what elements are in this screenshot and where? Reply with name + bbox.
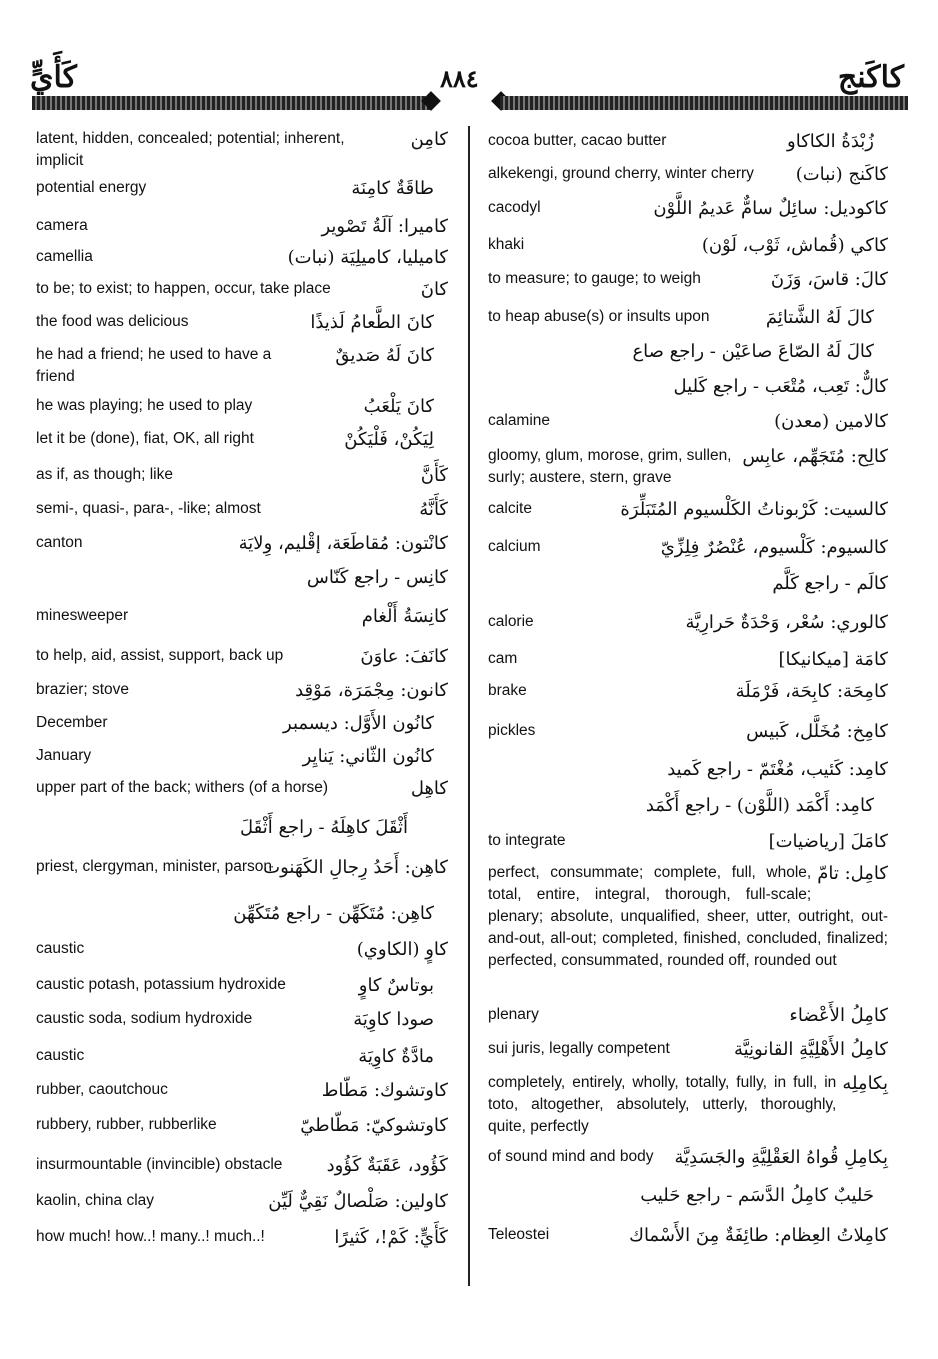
entry-arabic: كالٌّ: تَعِب، مُتْعَب - راجع كَليل — [673, 376, 888, 397]
entry-arabic: كامِخ: مُخَلَّل، كَبيس — [746, 721, 888, 742]
entry-english: kaolin, china clay — [36, 1192, 155, 1209]
entry-english: Teleostei — [488, 1226, 550, 1243]
entry-english: January — [36, 747, 92, 764]
entry-arabic: كامِد: كَئيب، مُغْتَمّ - راجع كَميد — [667, 759, 888, 780]
entry-arabic: أَثْقَلَ كاهِلَهُ - راجع أَثْقَلَ — [239, 817, 408, 838]
entry-arabic: لِيَكُنْ، فَلْيَكُنْ — [344, 429, 434, 450]
entry-arabic: كانَ لَهُ صَديقٌ — [335, 345, 434, 366]
entry-english: semi-, quasi-, para-, -like; almost — [36, 500, 261, 517]
entry-english: December — [36, 714, 108, 731]
page-number: ٨٨٤ — [440, 64, 479, 93]
column-divider — [468, 126, 470, 1286]
entry-arabic: كانِس - راجع كَنّاس — [306, 567, 448, 588]
entry-arabic: كَأَنَّهُ — [419, 499, 448, 520]
entry-arabic: كالِح: مُتَجَهِّم، عابِس — [742, 446, 888, 467]
entry-english: khaki — [488, 236, 525, 253]
entry-arabic: كاكي (قُماش، ثَوْب، لَوْن) — [701, 235, 888, 256]
entry-arabic: حَليبٌ كامِلُ الدَّسَم - راجع حَليب — [640, 1185, 874, 1206]
entry-english: calamine — [488, 412, 551, 429]
entry-arabic: زُبْدَةُ الكاكاو — [787, 131, 874, 152]
entry-english: calcium — [488, 538, 541, 555]
header-rule-right — [500, 96, 908, 110]
entry-english: perfect, consummate; complete, full, whole, total, entire, integral, thorough, full-scale; plenary; absolute, unqualified, sheer, utter, outright, out-and-out, all-out; completed, finished, concluded, finalized; perfected, consummated, rounded off, rounded out — [488, 864, 888, 969]
entry-arabic: مادَّةٌ كاوِيَة — [358, 1046, 434, 1067]
entry-english: rubbery, rubber, rubberlike — [36, 1116, 217, 1133]
entry-english: the food was delicious — [36, 313, 189, 330]
entry-english: he had a friend; he used to have a friend — [36, 346, 272, 385]
entry-arabic: بوتاسٌ كاوٍ — [358, 975, 434, 996]
page-header — [0, 52, 938, 122]
entry-arabic: كامِلُ الأَهْلِيَّةِ القانونِيَّة — [733, 1039, 888, 1060]
entry-english: calorie — [488, 613, 534, 630]
entry-arabic: بِكامِلِه — [842, 1073, 888, 1094]
entry-arabic: كانَفَ: عاوَنَ — [360, 646, 448, 667]
entry-arabic: كالسيت: كَرْبوناتُ الكَلْسيوم المُتَبَلِّرَة — [620, 499, 888, 520]
entry-english: potential energy — [36, 179, 147, 196]
entry-arabic: كاكوديل: سائِلٌ سامٌّ عَديمُ اللَّوْن — [653, 198, 888, 219]
entry-english: let it be (done), fiat, OK, all right — [36, 430, 254, 447]
entry-arabic: كَأَيٍّ: كَمْ!، كَثيرًا — [334, 1227, 448, 1248]
entry-english: canton — [36, 534, 83, 551]
entry-english: plenary — [488, 1006, 539, 1023]
entry-english: caustic potash, potassium hydroxide — [36, 976, 286, 993]
entry-english: cacodyl — [488, 199, 541, 216]
entry-english: completely, entirely, wholly, totally, fully, in full, in toto, altogether, absolutely, utterly, thoroughly, quite, perfectly — [488, 1074, 837, 1135]
entry-arabic: كامِد: أَكْمَد (اللَّوْن) - راجع أَكْمَد — [645, 795, 874, 816]
entry-arabic: كاوتشوكيّ: مَطّاطيّ — [300, 1115, 448, 1136]
entry-arabic: كامِحَة: كابِحَة، فَرْمَلَة — [735, 681, 888, 702]
entry-english: to integrate — [488, 832, 566, 849]
entry-english: upper part of the back; withers (of a horse) — [36, 779, 329, 796]
entry-arabic: كَأَنَّ — [420, 465, 448, 486]
entry-english: he was playing; he used to play — [36, 397, 253, 414]
entry-english: caustic — [36, 940, 85, 957]
entry-arabic: صودا كاوِيَة — [353, 1009, 434, 1030]
entry-english: camellia — [36, 248, 93, 265]
entry-english: rubber, caoutchouc — [36, 1081, 168, 1098]
entry-arabic: كاوٍ (الكاوي) — [356, 939, 448, 960]
entry-english: to be; to exist; to happen, occur, take place — [36, 280, 331, 297]
entry-english: priest, clergyman, minister, parson — [36, 858, 273, 875]
guide-word-left: كَأَيٍّ — [30, 60, 77, 95]
guide-word-right: كاكَنج — [837, 60, 904, 95]
entry-arabic: كانُون الأَوَّل: ديسمبر — [283, 713, 434, 734]
entry-english: insurmountable (invincible) obstacle — [36, 1156, 283, 1173]
entry-arabic: كالامين (معدن) — [774, 411, 888, 432]
entry-arabic: كالَ لَهُ الشَّتائِمَ — [765, 307, 874, 328]
entry-english: cam — [488, 650, 518, 667]
entry-arabic: كامَلَ [رياضيات] — [768, 831, 888, 852]
entry-arabic: كالَ لَهُ الصّاعَ صاعَيْن - راجع صاع — [632, 341, 874, 362]
entry-arabic: كاميرا: آلَةُ تَصْوير — [321, 216, 448, 237]
entry-arabic: كاولين: صَلْصالٌ نَقِيٌّ لَيِّن — [268, 1191, 448, 1212]
entry-arabic: كانِسَةُ أَلْغام — [361, 606, 448, 627]
entry-arabic: طاقَةٌ كامِنَة — [351, 178, 434, 199]
entry-arabic: كالوري: سُعْر، وَحْدَةٌ حَرارِيَّة — [685, 612, 888, 633]
entry-arabic: كَؤُود، عَقَبَةٌ كَؤُود — [326, 1155, 448, 1176]
entry-arabic: كالَم - راجع كَلَّم — [772, 573, 888, 594]
entry-english: calcite — [488, 500, 532, 517]
entry-arabic: كاهِل — [410, 778, 448, 799]
entry-arabic: كانْتون: مُقاطَعَة، إقْليم، وِلايَة — [238, 533, 448, 554]
entry-block — [488, 1072, 888, 1138]
entry-arabic: كامِل: تامّ — [817, 863, 888, 884]
entry-english: cocoa butter, cacao butter — [488, 132, 667, 149]
entry-english: alkekengi, ground cherry, winter cherry — [488, 165, 754, 182]
entry-arabic: كامِلُ الأَعْضاء — [789, 1005, 888, 1026]
entry-english: sui juris, legally competent — [488, 1040, 670, 1057]
entry-english: brazier; stove — [36, 681, 130, 698]
entry-arabic: كامِلاتُ العِظام: طائِفَةٌ مِنَ الأَسْماك — [629, 1225, 888, 1246]
entry-arabic: كامَة [ميكانيكا] — [778, 649, 888, 670]
entry-arabic: كالَ: قاسَ، وَزَنَ — [770, 269, 888, 290]
entry-arabic: كالسيوم: كَلْسيوم، عُنْصُرٌ فِلِزِّيّ — [660, 537, 888, 558]
entry-arabic: كانَ الطَّعامُ لَذيذًا — [310, 312, 434, 333]
entry-english: how much! how..! many..! much..! — [36, 1228, 265, 1245]
entry-english: camera — [36, 217, 88, 234]
entry-arabic: كانَ يَلْعَبُ — [363, 396, 434, 417]
entry-english: to help, aid, assist, support, back up — [36, 647, 284, 664]
entry-english: to heap abuse(s) or insults upon — [488, 308, 710, 325]
entry-english: as if, as though; like — [36, 466, 173, 483]
entry-arabic: كانُون الثّاني: يَنايِر — [302, 746, 434, 767]
entry-english: caustic soda, sodium hydroxide — [36, 1010, 253, 1027]
entry-english: minesweeper — [36, 607, 129, 624]
entry-arabic: كاهِن: مُتَكَهِّن - راجع مُتَكَهِّن — [233, 903, 434, 924]
entry-arabic: كاميليا، كاميلِيَة (نبات) — [287, 247, 448, 268]
header-rule-left — [32, 96, 430, 110]
entry-english: of sound mind and body — [488, 1148, 654, 1165]
entry-english: caustic — [36, 1047, 85, 1064]
entry-arabic: كاكَنج (نبات) — [795, 164, 888, 185]
entry-english: to measure; to gauge; to weigh — [488, 270, 701, 287]
entry-block — [488, 862, 888, 972]
entry-arabic: كانَ — [420, 279, 448, 300]
entry-arabic: بِكامِلِ قُواهُ العَقْلِيَّةِ والجَسَدِيَّة — [674, 1147, 888, 1168]
entry-arabic: كانون: مِجْمَرَة، مَوْقِد — [295, 680, 448, 701]
entry-english: pickles — [488, 722, 536, 739]
entry-english: latent, hidden, concealed; potential; inherent, implicit — [36, 130, 345, 169]
entry-arabic: كاوتشوك: مَطّاط — [321, 1080, 448, 1101]
entry-arabic: كامِن — [410, 129, 448, 150]
entry-english: gloomy, glum, morose, grim, sullen, surly; austere, stern, grave — [488, 447, 732, 486]
entry-english: brake — [488, 682, 527, 699]
entry-arabic: كاهِن: أَحَدُ رِجالِ الكَهَنوت — [263, 857, 448, 878]
